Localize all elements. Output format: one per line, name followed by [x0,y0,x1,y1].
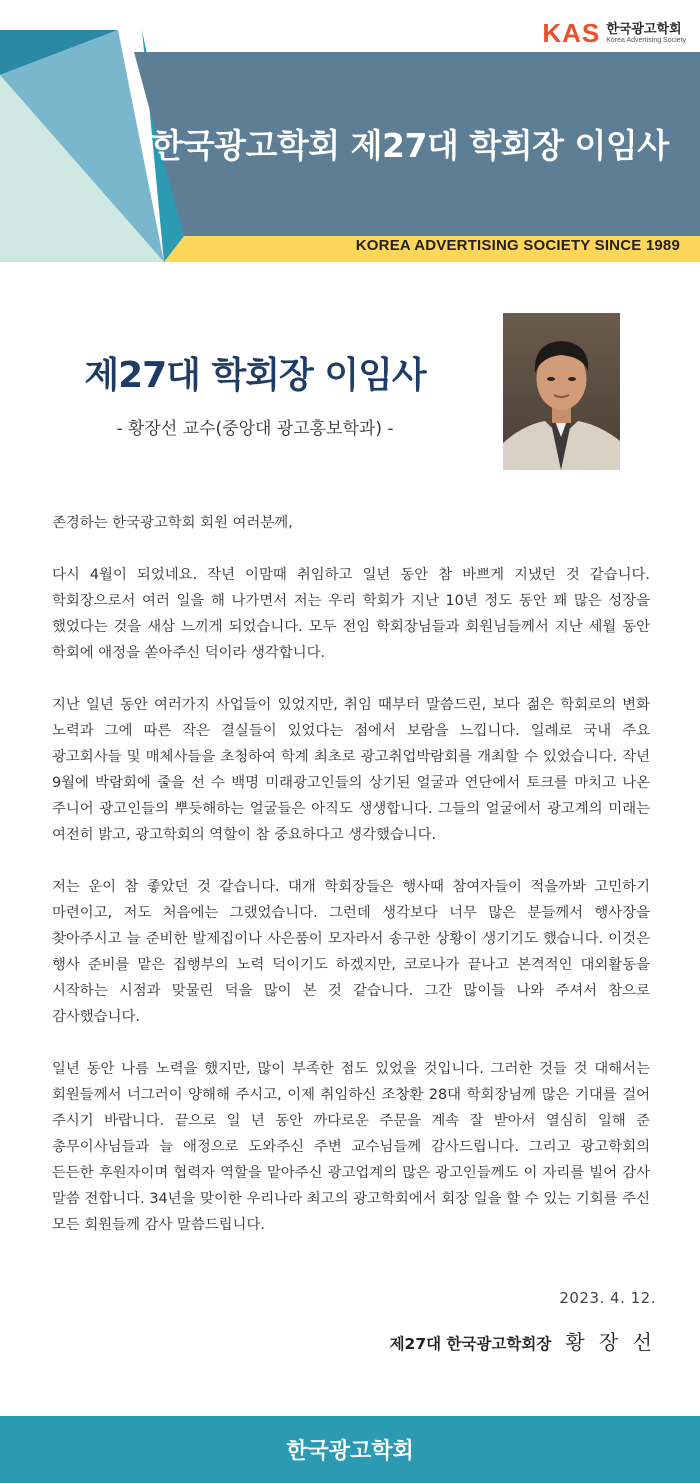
signature-block [390,1326,656,1355]
signature-title: 제27대 한국광고학회장 [389,1335,552,1353]
letter-date: 2023. 4. 12. [559,1289,656,1307]
letter-paragraph-1: 다시 4월이 되었네요. 작년 이맘때 취임하고 일년 동안 참 바쁘게 지냈던 것 같습니다. 학회장으로서 여러 일을 해 나가면서 저는 우리 학회가 지난 10년 정도 동안 꽤 많은 성장을 했었다는 것을 새삼 느끼게 되었습니다. 모두 전임 학회장님들과 회원님들께서 지난 세월 동안 학회에 애정을 쏟아주신 덕이라 생각합니다. [52,567,650,661]
person-portrait-icon [503,313,620,470]
signature-name: 황 장 선 [565,1330,656,1354]
letter-paragraph-3: 저는 운이 참 좋았던 것 같습니다. 대개 학회장들은 행사때 참여자들이 적을까봐 고민하기 마련이고, 저도 처음에는 그랬었습니다. 그런데 생각보다 너무 많은 분들께서 행사장을 찾아주시고 늘 준비한 발제집이나 사은품이 모자라서 송구한 상황이 생기기도 했습니다. 이것은 행사 준비를 맡은 집행부의 노력 덕이기도 하겠지만, 코로나가 끝나고 본격적인 대외활동을 시작하는 시점과 맞물린 덕을 많이 본 것 같습니다. 그간 많이들 나와 주셔서 참으로 감사했습니다. [52,879,650,1025]
logo-name-english: Korea Advertising Society [606,36,686,44]
footer-society-name: 한국광고학회 [286,1439,414,1464]
letter-paragraph-2: 지난 일년 동안 여러가지 사업들이 있었지만, 취임 때부터 말씀드린, 보다 젊은 학회로의 변화 노력과 그에 따른 작은 결실들이 있었다는 점에서 보람을 느낍니다. 일례로 국내 주요 광고회사들 및 매체사들을 초청하여 학계 최초로 광고취업박람회를 개최할 수 있었습니다. 작년 9월에 박람회에 줄을 선 수 백명 미래광고인들의 상기된 얼굴과 연단에서 토크를 마치고 나온 주니어 광고인들의 뿌듯해하는 얼굴들은 아직도 생생합니다. 그들의 얼굴에서 광고계의 미래는 여전히 밝고, 광고학회의 역할이 참 중요하다고 생각했습니다. [52,697,650,843]
hero-banner [0,0,700,270]
footer-bar [0,1416,700,1483]
letter-salutation: 존경하는 한국광고학회 회원 여러분께, [52,515,293,531]
article-author: - 황장선 교수(중앙대 광고홍보학과) - [116,419,394,439]
letter-body [52,510,650,1264]
banner-subtitle: KOREA ADVERTISING SOCIETY SINCE 1989 [355,237,680,254]
kas-logo-mark: KAS [542,18,601,48]
banner-title: 한국광고학회 제27대 학회장 이임사 [151,126,669,165]
letter-paragraph-4: 일년 동안 나름 노력을 했지만, 많이 부족한 점도 있었을 것입니다. 그러한 것들 것 대해서는 회원들께서 너그러이 양해해 주시고, 이제 취임하신 조창환 28대 학회장님께 많은 기대를 걸어 주시기 바랍니다. 끝으로 일 년 동안 까다로운 주문을 계속 잘 받아서 열심히 일해 준 총무이사님들과 늘 애정으로 도와주신 주변 교수님들께 감사드립니다. 그리고 광고학회의 든든한 후원자이며 협력자 역할을 맡아주신 광고업계의 많은 광고인들께도 이 자리를 빌어 감사 말씀 전합니다. 34년을 맞이한 우리나라 최고의 광고학회에서 회장 일을 할 수 있는 기회를 주신 모든 회원들께 감사 말씀드립니다. [52,1061,650,1233]
article-title: 제27대 학회장 이임사 [84,355,426,396]
logo-name-korean: 한국광고학회 [606,22,682,37]
